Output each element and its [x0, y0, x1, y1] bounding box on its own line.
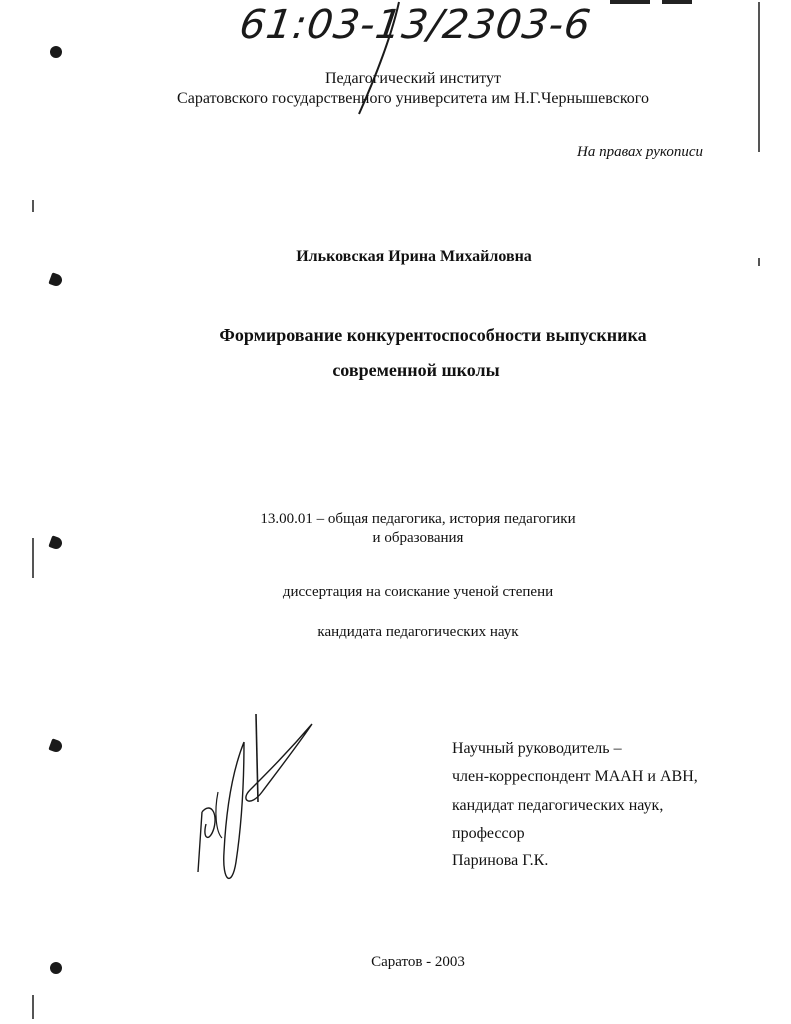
supervisor-title-3: профессор: [452, 825, 525, 842]
supervisor-name: Паринова Г.К.: [452, 852, 549, 869]
manuscript-rights: На правах рукописи: [577, 144, 703, 160]
dissertation-title-line-2: современной школы: [332, 360, 500, 380]
university-name: Саратовского государственного университета им Н.Г.Чернышевского: [177, 90, 649, 107]
scan-mark: [610, 0, 650, 4]
punch-hole: [48, 738, 63, 753]
signature: [188, 712, 323, 892]
supervisor-role: Научный руководитель –: [452, 740, 622, 757]
scan-mark: [662, 0, 692, 4]
edge-line: [32, 200, 34, 212]
author-name: Ильковская Ирина Михайловна: [296, 248, 532, 265]
city-year: Саратов - 2003: [371, 954, 465, 970]
dissertation-title-line-1: Формирование конкурентоспособности выпускника: [219, 325, 647, 345]
archive-code: 61:03-13/2303-6: [236, 2, 594, 48]
specialty-line-2: и образования: [372, 530, 464, 546]
specialty-line-1: 13.00.01 – общая педагогика, история педагогики: [260, 511, 576, 527]
institution-name: Педагогический институт: [324, 70, 502, 87]
supervisor-title-2: кандидат педагогических наук,: [452, 797, 664, 814]
degree-line-2: кандидата педагогических наук: [317, 624, 519, 640]
edge-line: [32, 995, 34, 1019]
punch-hole: [50, 46, 62, 58]
degree-line-1: диссертация на соискание ученой степени: [282, 584, 554, 600]
punch-hole: [48, 272, 63, 287]
supervisor-title-1: член-корреспондент МААН и АВН,: [452, 768, 698, 785]
